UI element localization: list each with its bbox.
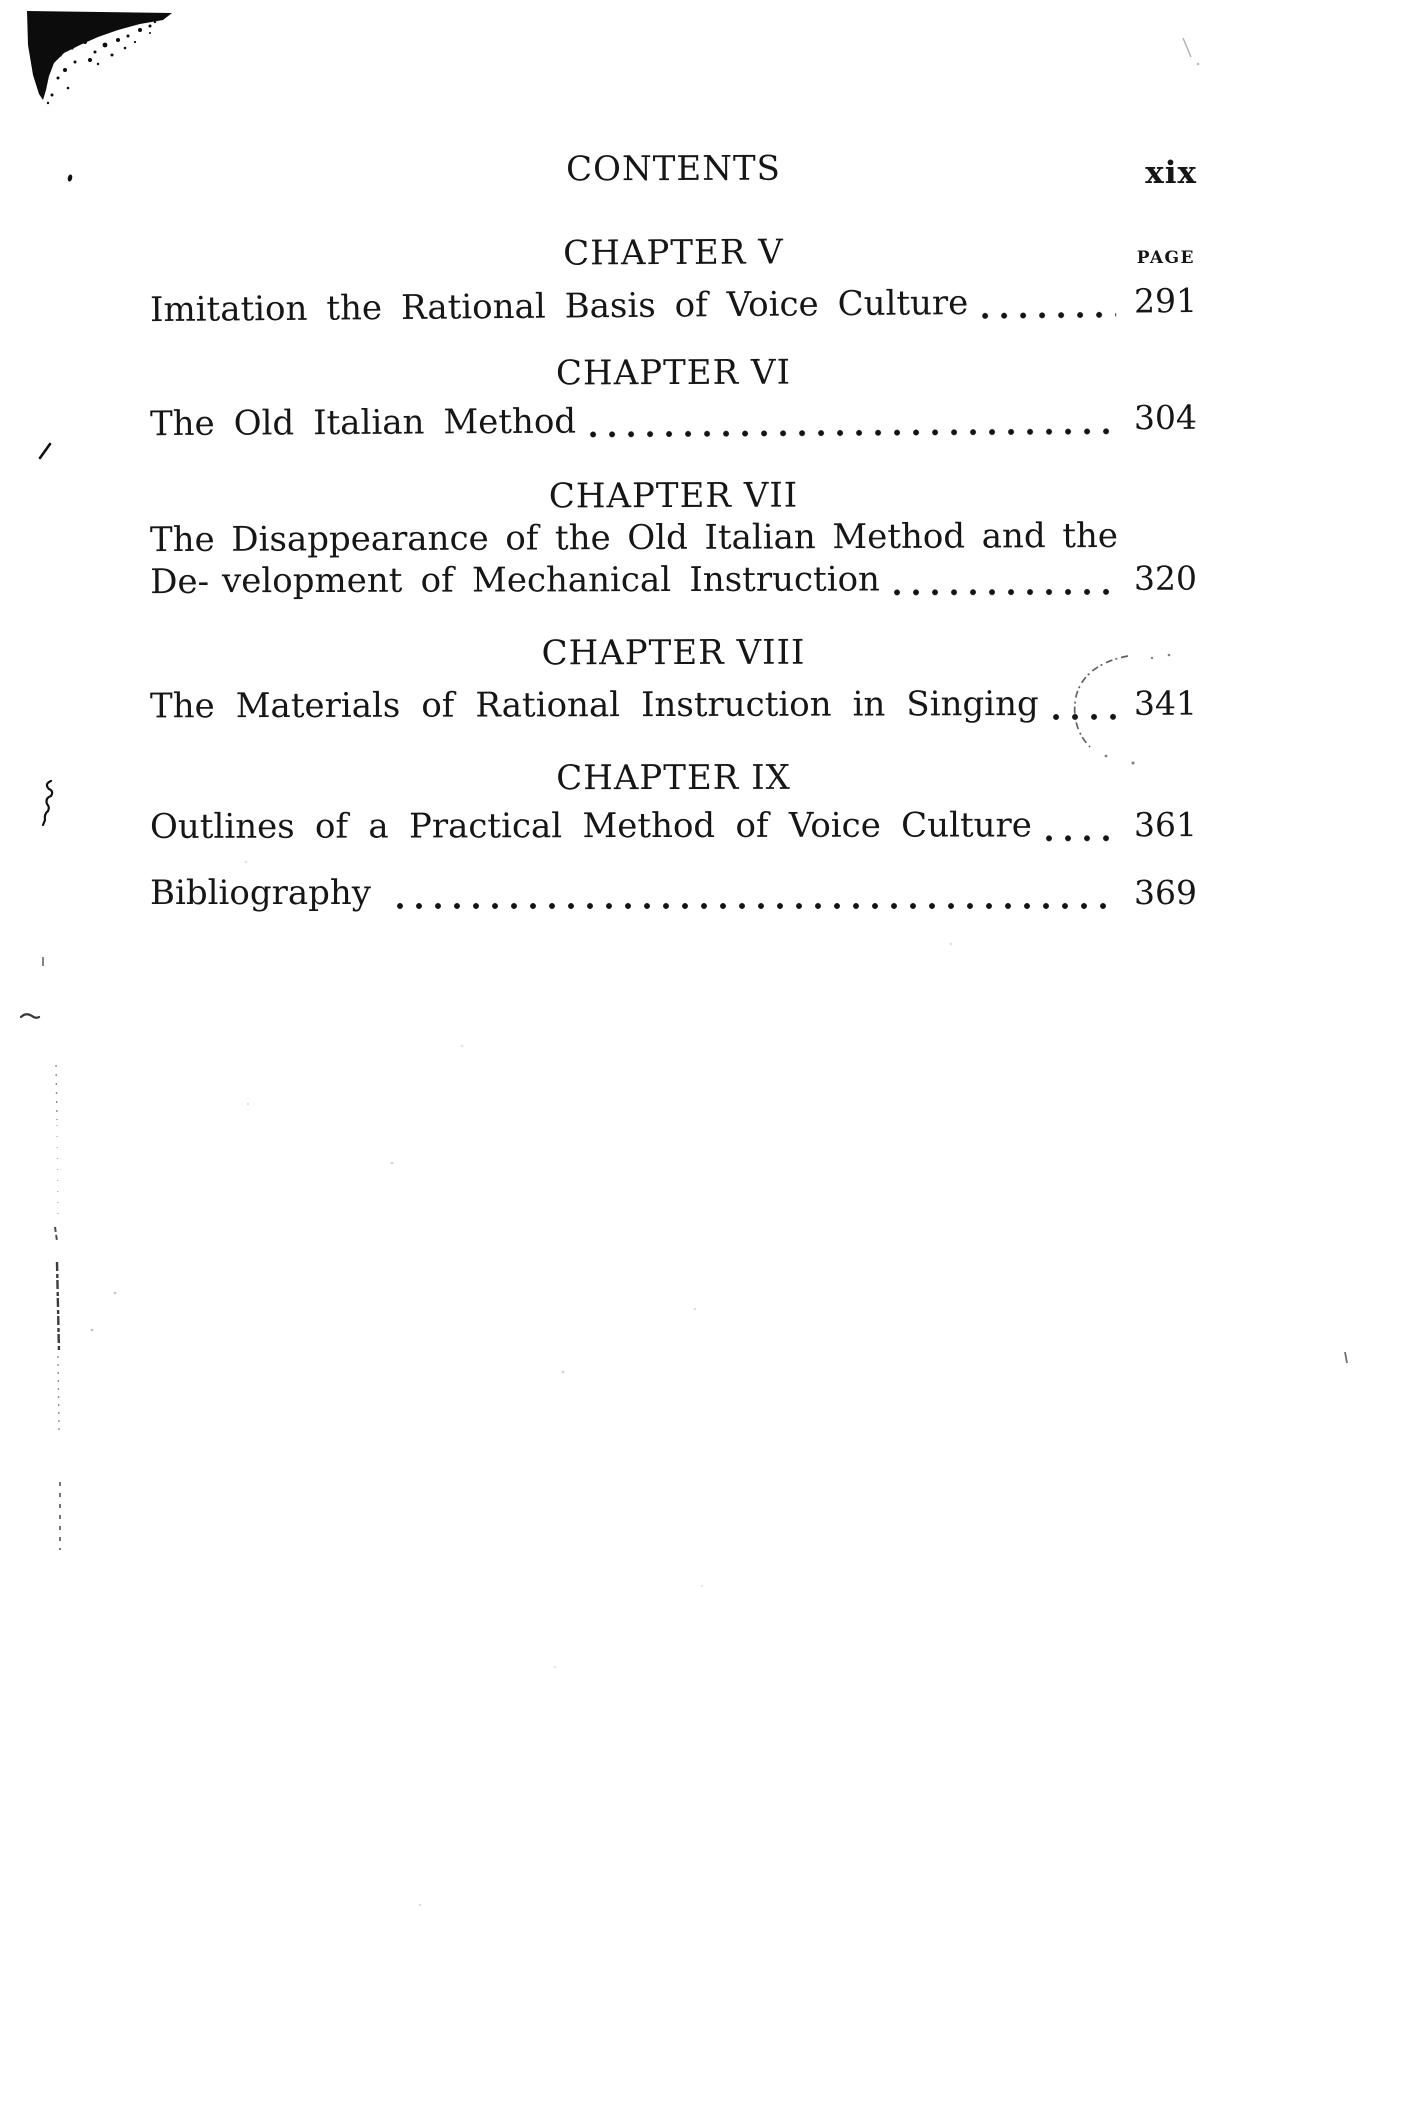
toc-entry-title: The Materials of Rational Instruction in Singing bbox=[149, 684, 1039, 727]
toc-entry-page-number: 304 bbox=[1133, 397, 1198, 438]
chapter-heading-v: CHAPTER V bbox=[563, 232, 784, 274]
toc-entry-title: Bibliography bbox=[150, 873, 371, 913]
tilde-mark bbox=[21, 1014, 39, 1018]
dot-leader bbox=[1053, 713, 1116, 721]
page-title: CONTENTS bbox=[565, 148, 781, 190]
tick-mark-right bbox=[1345, 1352, 1347, 1363]
toc-entry-page-number: 341 bbox=[1133, 683, 1198, 723]
dot-leader bbox=[1046, 834, 1116, 842]
toc-entry-ch6 bbox=[150, 397, 1197, 445]
toc-entry-title: Outlines of a Practical Method of Voice Culture bbox=[149, 805, 1032, 847]
toc-entry-page-number: 291 bbox=[1133, 281, 1198, 321]
chapter-heading-vi: CHAPTER VI bbox=[555, 352, 792, 394]
toc-entry-ch7-line1: The Disappearance of the Old Italian Method and the De- bbox=[149, 515, 1119, 603]
toc-entry-title: The Old Italian Method bbox=[149, 401, 577, 445]
toc-content bbox=[150, 0, 1197, 2118]
chapter-heading-viii: CHAPTER VIII bbox=[541, 632, 806, 674]
toc-entry-title: Imitation the Rational Basis of Voice Culture bbox=[149, 282, 969, 331]
toc-entry-title-continuation: velopment of Mechanical Instruction bbox=[221, 559, 880, 602]
dot-leader bbox=[397, 902, 1116, 910]
toc-entry-ch7-line2 bbox=[150, 558, 1197, 603]
chapter-heading-vii: CHAPTER VII bbox=[548, 475, 799, 517]
page-column-label: PAGE bbox=[1136, 248, 1195, 268]
toc-entry-ch8 bbox=[150, 683, 1197, 728]
dot-leader bbox=[590, 427, 1116, 438]
ink-speck bbox=[67, 174, 73, 182]
toc-entry-ch9 bbox=[150, 804, 1197, 848]
dot-leader bbox=[894, 588, 1116, 597]
folio-page-number: xix bbox=[1145, 155, 1197, 191]
pen-squiggle-mark bbox=[43, 781, 52, 825]
dot-leader bbox=[982, 311, 1116, 320]
toc-entry-page-number: 361 bbox=[1133, 805, 1198, 845]
pen-slash-mark bbox=[40, 444, 50, 458]
toc-entry-ch5 bbox=[150, 280, 1197, 331]
toc-entry-page-number: 320 bbox=[1133, 558, 1198, 598]
toc-entry-bibliography bbox=[150, 872, 1197, 914]
scan-edge-speckle-line bbox=[55, 1065, 60, 1550]
chapter-heading-ix: CHAPTER IX bbox=[556, 757, 791, 799]
toc-entry-page-number: 369 bbox=[1134, 873, 1197, 912]
